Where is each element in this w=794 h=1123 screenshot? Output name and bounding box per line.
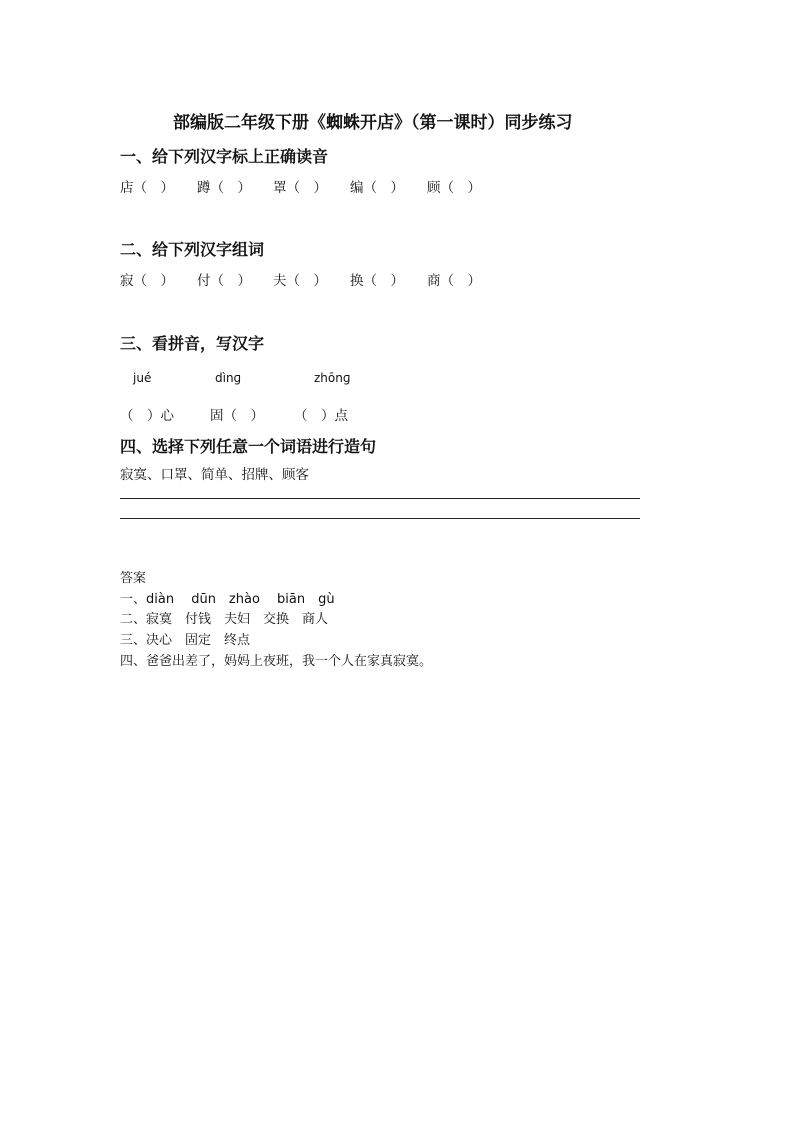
writing-line xyxy=(120,498,640,499)
section2-item: 寂（ ） xyxy=(120,273,174,289)
section3-item: （ ）心 xyxy=(120,408,174,424)
section4-heading: 四、选择下列任意一个词语进行造句 xyxy=(120,437,377,456)
section3-heading: 三、看拼音，写汉字 xyxy=(120,334,265,353)
answer-line: 四、爸爸出差了，妈妈上夜班，我一个人在家真寂寞。 xyxy=(120,654,433,669)
section1-item: 蹲（ ） xyxy=(197,180,251,196)
pinyin-label: dìnɡ xyxy=(215,371,242,385)
section2-item: 商（ ） xyxy=(427,273,481,289)
pinyin-label: zhōnɡ xyxy=(314,371,351,385)
section4-words: 寂寞、口罩、简单、招牌、顾客 xyxy=(120,467,309,483)
section3-item: （ ）点 xyxy=(294,408,348,424)
section1-heading: 一、给下列汉字标上正确读音 xyxy=(120,147,329,166)
pinyin-label: jué xyxy=(133,371,152,385)
section1-item: 顾（ ） xyxy=(427,180,481,196)
answers-label: 答案 xyxy=(120,571,147,586)
section1-item: 编（ ） xyxy=(350,180,404,196)
section2-item: 换（ ） xyxy=(350,273,404,289)
section2-item: 付（ ） xyxy=(197,273,251,289)
section2-item: 夫（ ） xyxy=(273,273,327,289)
answer-line: 一、diàn dūn zhào biān gù xyxy=(120,592,335,607)
section3-item: 固（ ） xyxy=(210,408,264,424)
answer-line: 三、决心 固定 终点 xyxy=(120,633,251,648)
writing-line xyxy=(120,518,640,519)
section2-heading: 二、给下列汉字组词 xyxy=(120,240,265,259)
section1-item: 罩（ ） xyxy=(273,180,327,196)
page-title: 部编版二年级下册《蜘蛛开店》（第一课时）同步练习 xyxy=(173,113,573,133)
answer-line: 二、寂寞 付钱 夫妇 交换 商人 xyxy=(120,612,329,627)
section1-item: 店（ ） xyxy=(120,180,174,196)
